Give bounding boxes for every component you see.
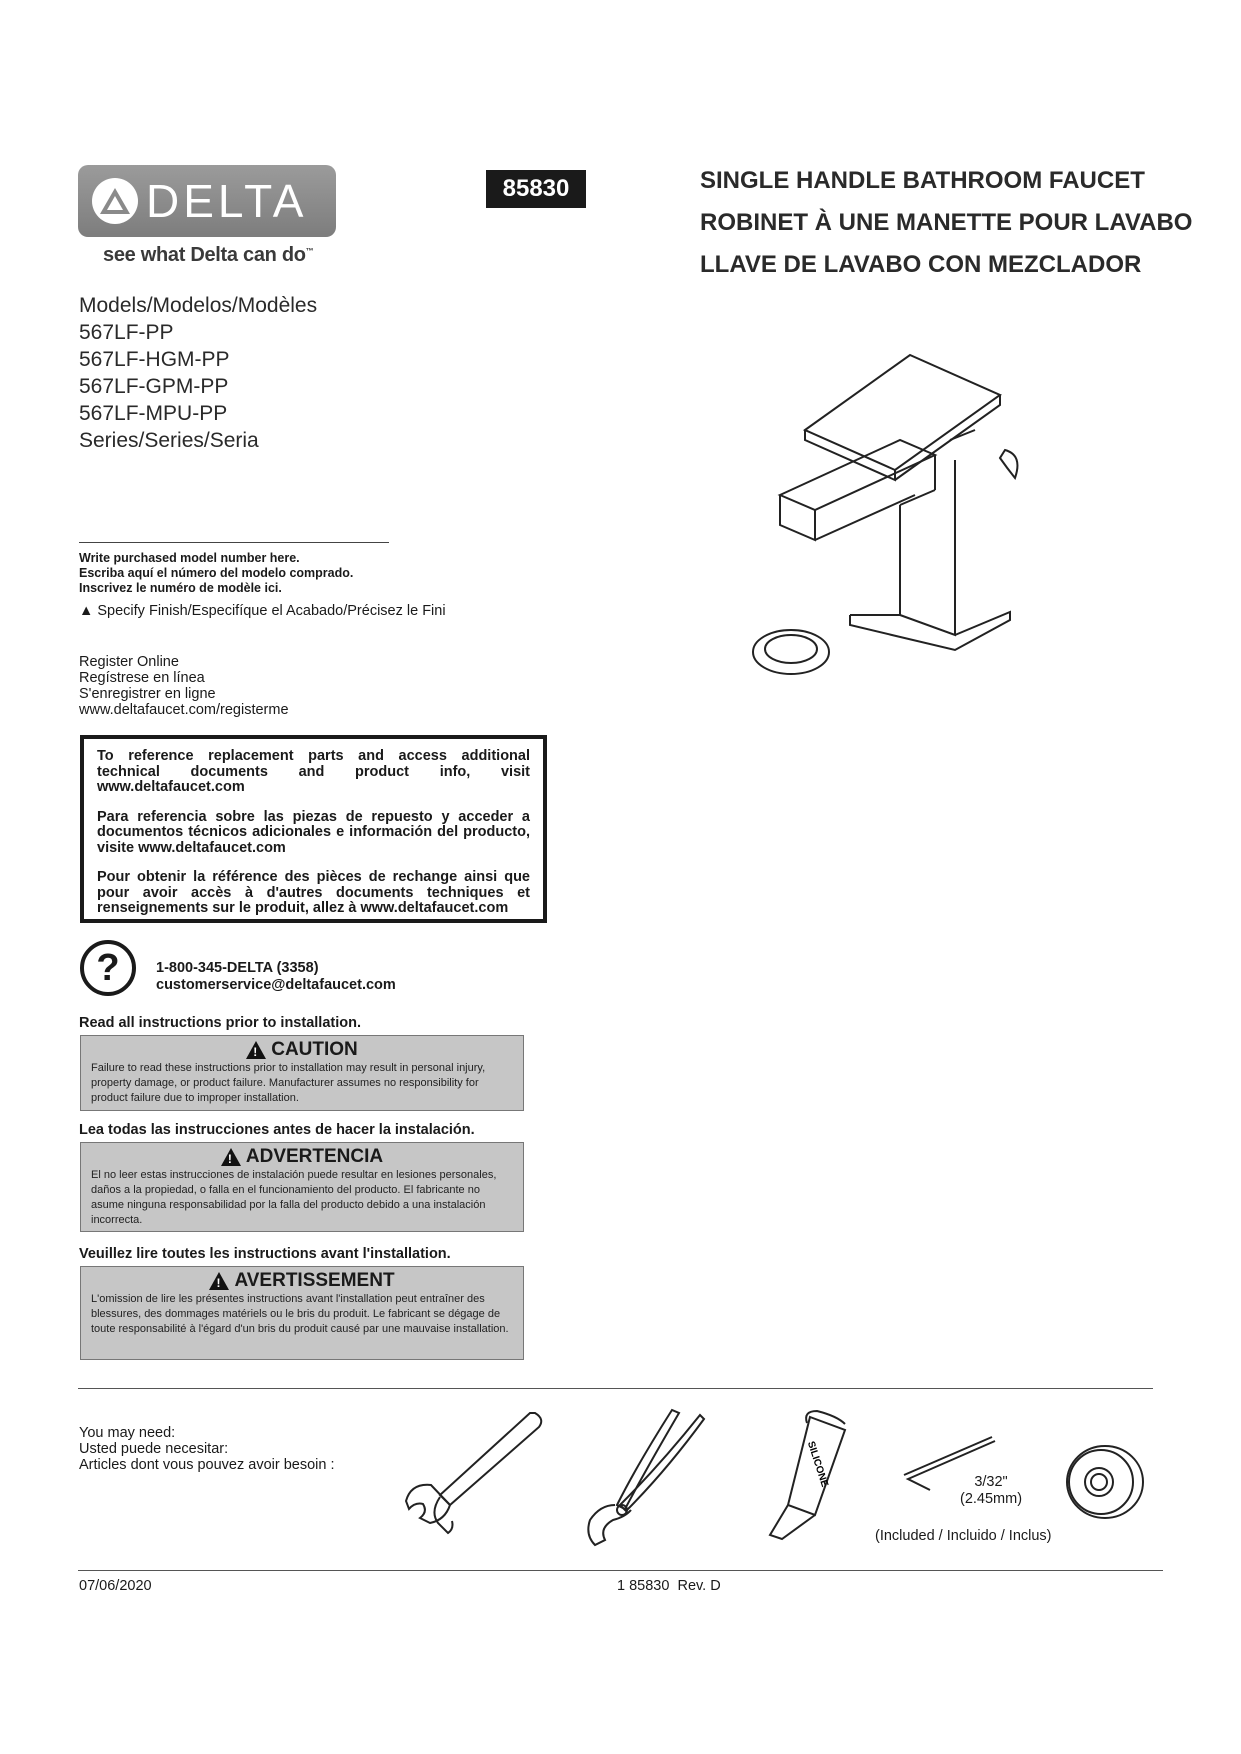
included-note: (Included / Incluido / Inclus) — [875, 1528, 1052, 1544]
logo-brand: DELTA — [146, 175, 308, 227]
warning-icon: ! — [221, 1148, 241, 1166]
document-number: 85830 — [486, 170, 586, 208]
hex-key-size: 3/32" (2.45mm) — [960, 1474, 1023, 1507]
divider — [78, 1388, 1153, 1389]
pliers-icon — [560, 1405, 710, 1550]
register-link[interactable]: www.deltafaucet.com/registerme — [79, 702, 289, 718]
reference-box — [80, 735, 547, 923]
avertissement-box: ! AVERTISSEMENT L'omission de lire les présentes instructions avant l'installation peut entraîner des blessures, des dommages matériels ou le bris du produit. Le fabricant se dégage de toute responsabilité à l'égard d'un bris du produit causé par une mauvaise installation. — [80, 1266, 524, 1360]
silicone-label: SILICONE — [804, 1440, 830, 1489]
reference-fr: Pour obtenir la référence des pièces de rechange ainsi que pour avoir accès à d'autres documents techniques et renseignements sur le produit, allez à www.deltafaucet.com — [97, 869, 530, 916]
read-instructions-es: Lea todas las instrucciones antes de hacer la instalación. — [79, 1122, 475, 1138]
title-es: LLAVE DE LAVABO CON MEZCLADOR — [700, 251, 1142, 278]
read-instructions-en: Read all instructions prior to installation. — [79, 1015, 361, 1031]
read-instructions-fr: Veuillez lire toutes les instructions avant l'installation. — [79, 1246, 451, 1262]
contact-phone[interactable]: 1-800-345-DELTA (3358) — [156, 960, 319, 976]
logo-tagline: see what Delta can do™ — [103, 244, 314, 266]
delta-triangle-icon — [92, 178, 138, 224]
warning-icon: ! — [209, 1272, 229, 1290]
silicone-tube-icon — [760, 1405, 860, 1545]
product-titles — [700, 167, 1220, 293]
title-en: SINGLE HANDLE BATHROOM FAUCET — [700, 167, 1145, 194]
delta-logo — [78, 165, 336, 237]
caution-box: ! CAUTION Failure to read these instructions prior to installation may result in personal injury, property damage, or product failure. Manufacturer assumes no responsibility for product failure due to improper installation. — [80, 1035, 524, 1111]
warning-icon: ! — [246, 1041, 266, 1059]
title-fr: ROBINET À UNE MANETTE POUR LAVABO — [700, 209, 1193, 236]
tape-roll-icon — [1055, 1440, 1150, 1525]
register-online: Register Online Regístrese en línea S'enregistrer en ligne www.deltafaucet.com/registerme — [79, 654, 289, 718]
models-heading: Models/Modelos/Modèles — [79, 294, 318, 317]
tools-label: You may need: Usted puede necesitar: Articles dont vous pouvez avoir besoin : — [79, 1425, 335, 1473]
model-item: 567LF-PP — [79, 321, 174, 344]
model-number-line — [79, 542, 389, 543]
model-item: 567LF-HGM-PP — [79, 348, 230, 371]
write-model-note: Write purchased model number here. Escriba aquí el número del modelo comprado. Inscrivez le numéro de modèle ici. — [79, 551, 354, 595]
model-item: 567LF-MPU-PP — [79, 402, 228, 425]
question-icon: ? — [80, 940, 136, 996]
finish-note: ▲ Specify Finish/Especifíque el Acabado/Précisez le Fini — [79, 603, 446, 619]
contact-info — [156, 960, 396, 994]
model-item: 567LF-GPM-PP — [79, 375, 229, 398]
advertencia-box: ! ADVERTENCIA El no leer estas instrucciones de instalación puede resultar en lesiones personales, daños a la propiedad, o falla en el funcionamiento del producto. El fabricante no asume ninguna responsabilidad por la falla del producto debido a una instalación incorrecta. — [80, 1142, 524, 1232]
reference-en: To reference replacement parts and access additional technical documents and product info, visit www.deltafaucet.com — [97, 748, 530, 795]
footer-doc-rev: 1 85830 Rev. D — [617, 1578, 721, 1594]
faucet-illustration — [750, 350, 1050, 680]
footer-date: 07/06/2020 — [79, 1578, 152, 1594]
contact-email[interactable]: customerservice@deltafaucet.com — [156, 977, 396, 993]
series-label: Series/Series/Seria — [79, 429, 259, 452]
footer-divider — [78, 1570, 1163, 1571]
reference-es: Para referencia sobre las piezas de repuesto y acceder a documentos técnicos adicionales e información del producto, visite www.deltafaucet.com — [97, 808, 530, 856]
models-list — [79, 292, 317, 454]
wrench-icon — [405, 1405, 555, 1545]
